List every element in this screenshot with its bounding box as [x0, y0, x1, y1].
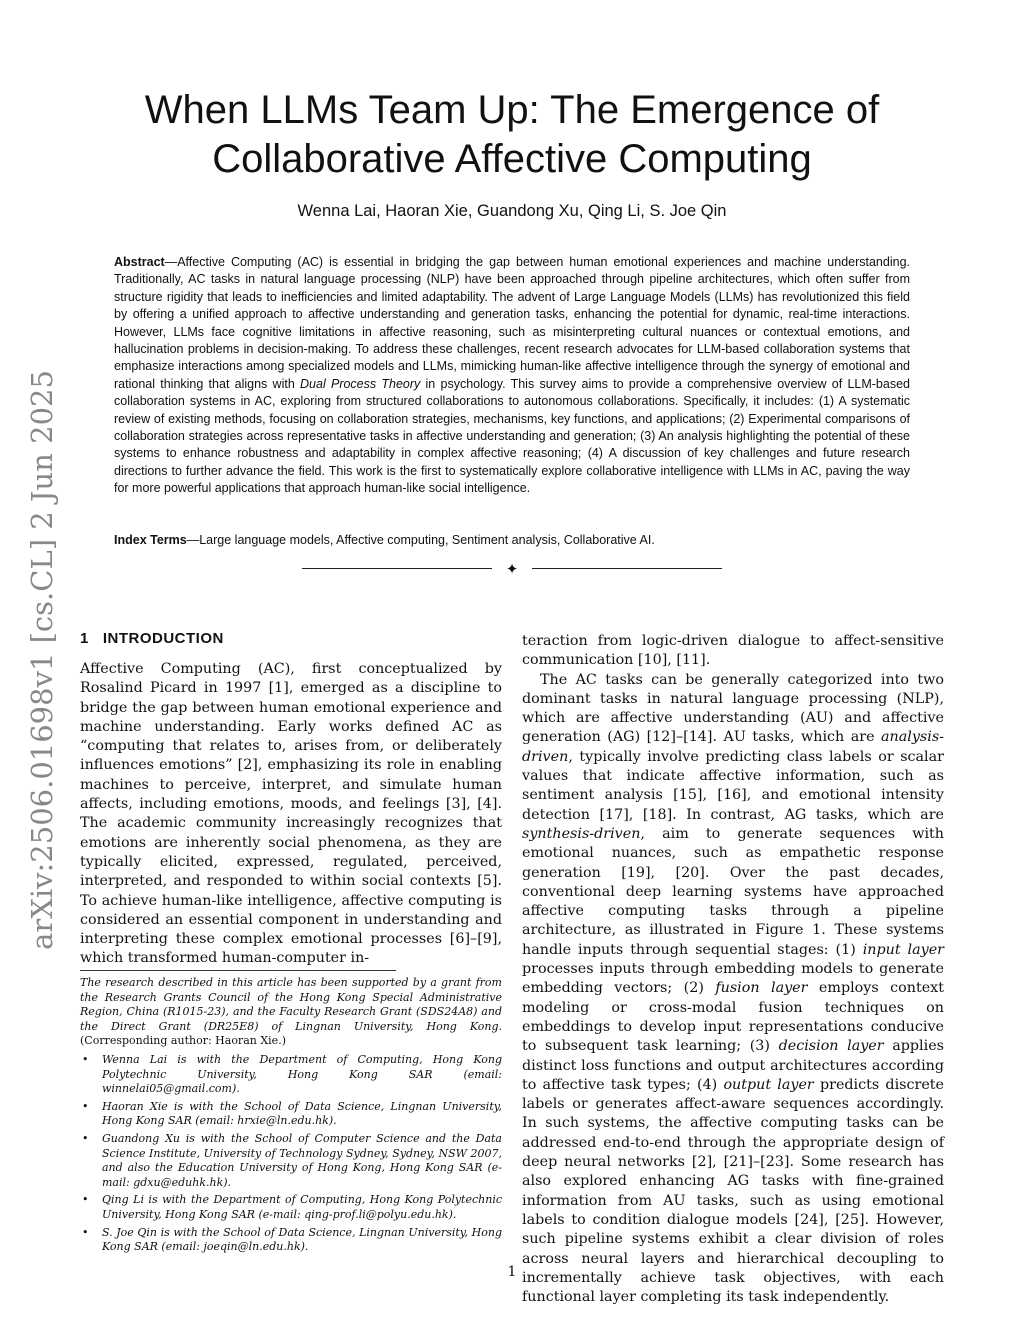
paragraph-text: predicts discrete labels or generates affect-aware sequences accordingly. In such systems, the affective computing tasks can be addressed end-to-end through the appropriate design of deep neural networks [2], [21]–[23]. Some research has also explored enhancing AG tasks with fine-grained information from AU tasks, such as using emotional labels to condition dialogue models [24], [25]. However, such pipeline systems exhibit a clear division of roles across neural layers and hierarchical decoupling to incrementally achieve task objectives, with each functional layer completing its task independently. — [522, 1076, 944, 1306]
index-terms-label: Index Terms — [114, 533, 187, 547]
affiliation-item — [80, 1100, 502, 1129]
footnote-rule — [80, 970, 396, 971]
affiliation-item — [80, 1193, 502, 1222]
italic-term: synthesis-driven — [522, 825, 641, 842]
bullet-icon: • — [82, 1131, 89, 1145]
bullet-icon: • — [82, 1099, 89, 1113]
affiliation-text: Haoran Xie is with the School of Data Science, Lingnan University, Hong Kong SAR (email: hrxie@ln.edu.hk). — [102, 1099, 502, 1128]
paragraph-text: , aim to generate sequences with emotional nuances, such as empathetic response generation [19], [20]. Over the past decades, conventional deep learning systems have approached affective computing tasks through a pipeline architecture, as illustrated in Figure 1. These systems handle inputs through sequential stages: (1) — [522, 825, 944, 958]
bullet-icon: • — [82, 1225, 89, 1239]
affiliation-list — [80, 1053, 502, 1255]
italic-term: output layer — [723, 1076, 814, 1093]
corresponding-author-note: (Corresponding author: Haoran Xie.) — [80, 1034, 286, 1048]
intro-paragraph-1: Affective Computing (AC), first conceptualized by Rosalind Picard in 1997 [1], emerged as a discipline to bridge the gap between human emotional experience and machine understanding. Early works defined AC as “computing that relates to, arises from, or deliberately influences emotions” [2], emphasizing its role in enabling machines to perceive, interpret, and simulate human affects, including emotions, moods, and feelings [3], [4]. The academic community increasingly recognizes that emotions are inherently social phenomena, as they are typically elicited, expressed, regulated, perceived, interpreted, and responded to within social contexts [5]. To achieve human-like intelligence, affective computing is considered an essential component in understanding and interpreting these complex emotional processes [6]–[9], which transformed human-computer in- — [80, 661, 502, 967]
author-list: Wenna Lai, Haoran Xie, Guandong Xu, Qing Li, S. Joe Qin — [297, 202, 727, 220]
abstract — [114, 254, 910, 498]
paragraph-text: processes inputs through embedding models to generate embedding vectors; (2) — [522, 961, 944, 997]
left-column — [80, 660, 502, 969]
title-line-2: Collaborative Affective Computing — [212, 137, 812, 181]
paper-title — [90, 86, 934, 184]
affiliation-text: Wenna Lai is with the Department of Computing, Hong Kong Polytechnic University, Hong Kong SAR (email: winnelai05@gmail.com). — [102, 1052, 502, 1096]
abstract-text-part-1: —Affective Computing (AC) is essential in bridging the gap between human emotional experiences and machine understanding. Traditionally, AC tasks in natural language processing (NLP) have been approached through pipeline architectures, which often suffer from structure rigidity that leads to inefficiencies and limited adaptability. The advent of Large Language Models (LLMs) has revolutionized this field by offering a unified approach to affective understanding and generation tasks, enhancing the potential for dynamic, real-time interactions. However, LLMs face cognitive limitations in affective reasoning, such as misinterpreting cultural nuances or contextual emotions, and hallucination problems in decision-making. To address these challenges, recent research advocates for LLM-based collaboration systems that emphasize interactions among specialized models and LLMs, mimicking human-like affective intelligence through the synergy of emotional and rational thinking that aligns with — [114, 255, 910, 391]
italic-term: decision layer — [778, 1038, 884, 1055]
affiliation-text: Qing Li is with the Department of Computing, Hong Kong Polytechnic University, Hong Kong SAR (e-mail: qing-prof.li@polyu.edu.hk). — [102, 1193, 502, 1221]
funding-note — [80, 976, 502, 1049]
affiliation-item — [80, 1132, 502, 1190]
right-column — [522, 632, 944, 1307]
paragraph-text: employs context modeling or cross-modal fusion techniques on embeddings to develop input representations conducive to subsequent task learning; (3) — [522, 980, 944, 1055]
italic-term: analysis-driven — [522, 729, 944, 765]
abstract-text-part-2: in psychology. This survey aims to provide a comprehensive overview of LLM-based collaboration systems in AC, exploring from structured collaborations to autonomous collaborations. Specifically, it includes: (1) A systematic review of existing methods, focusing on collaboration strategies, mechanisms, key functions, and applications; (2) Experimental comparisons of collaboration strategies across representative tasks in affective understanding and generation; (3) An analysis highlighting the potential of these systems to enhance robustness and adaptability in complex affective reasoning; (4) A discussion of key challenges and future research directions to further advance the field. This work is the first to systematically explore collaborative intelligence with LLMs in AC, paving the way for more powerful applications that approach human-like social intelligence. — [114, 376, 910, 496]
index-terms-text: —Large language models, Affective computing, Sentiment analysis, Collaborative AI. — [186, 533, 655, 547]
affiliation-item — [80, 1053, 502, 1097]
divider-diamond-icon: ✦ — [505, 560, 519, 578]
funding-note-text: The research described in this article has been supported by a grant from the Research Grants Council of the Hong Kong Special Administrative Region, China (R1015-23), and the Faculty Research Grant (SDS24A8) and the Direct Grant (DR25E8) of Lingnan University, Hong Kong. — [80, 976, 502, 1033]
section-heading — [80, 630, 224, 647]
index-terms — [114, 533, 910, 547]
intro-paragraph-continued: teraction from logic-driven dialogue to affect-sensitive communication [10], [11]. — [522, 633, 944, 669]
divider-line-right — [532, 568, 722, 569]
affiliation-text: S. Joe Qin is with the School of Data Science, Lingnan University, Hong Kong SAR (email: joeqin@ln.edu.hk). — [102, 1225, 502, 1254]
paragraph-text: , typically involve predicting class labels or scalar values that indicate affective information, such as sentiment analysis [15], [16], and emotional intensity detection [17], [18]. In contrast, AG tasks, which are — [522, 748, 944, 823]
paragraph-text: The AC tasks can be generally categorized into two dominant tasks in natural language processing (NLP), which are affective understanding (AU) and affective generation (AG) [12]–[14]. AU tasks, which are — [522, 671, 944, 746]
intro-paragraph-2 — [522, 671, 944, 1308]
abstract-label: Abstract — [114, 255, 165, 269]
page-number: 1 — [507, 1264, 517, 1280]
section-number: 1 — [80, 630, 89, 647]
affiliation-item — [80, 1226, 502, 1255]
abstract-italic-term: Dual Process Theory — [300, 376, 421, 391]
affiliation-text: Guandong Xu is with the School of Computer Science and the Data Science Institute, University of Technology Sydney, Sydney, NSW 2007, and also the Education University of Hong Kong, Hong Kong SAR (e-mail: gdxu@eduhk.hk). — [102, 1131, 502, 1189]
arxiv-id: arXiv:2506.01698v1 [cs.CL] 2 Jun 2025 — [25, 370, 59, 950]
section-title: INTRODUCTION — [102, 630, 224, 647]
paragraph-text: applies distinct loss functions and output architectures according to affective task types; (4) — [522, 1038, 944, 1093]
bullet-icon: • — [82, 1052, 89, 1066]
divider-line-left — [302, 568, 492, 569]
italic-term: input layer — [862, 941, 944, 958]
bullet-icon: • — [82, 1193, 89, 1207]
section-divider — [302, 559, 722, 579]
italic-term: fusion layer — [715, 980, 808, 997]
arxiv-identifier-sidebar — [12, 370, 72, 950]
title-line-1: When LLMs Team Up: The Emergence of — [144, 88, 880, 132]
footnotes — [80, 976, 502, 1258]
